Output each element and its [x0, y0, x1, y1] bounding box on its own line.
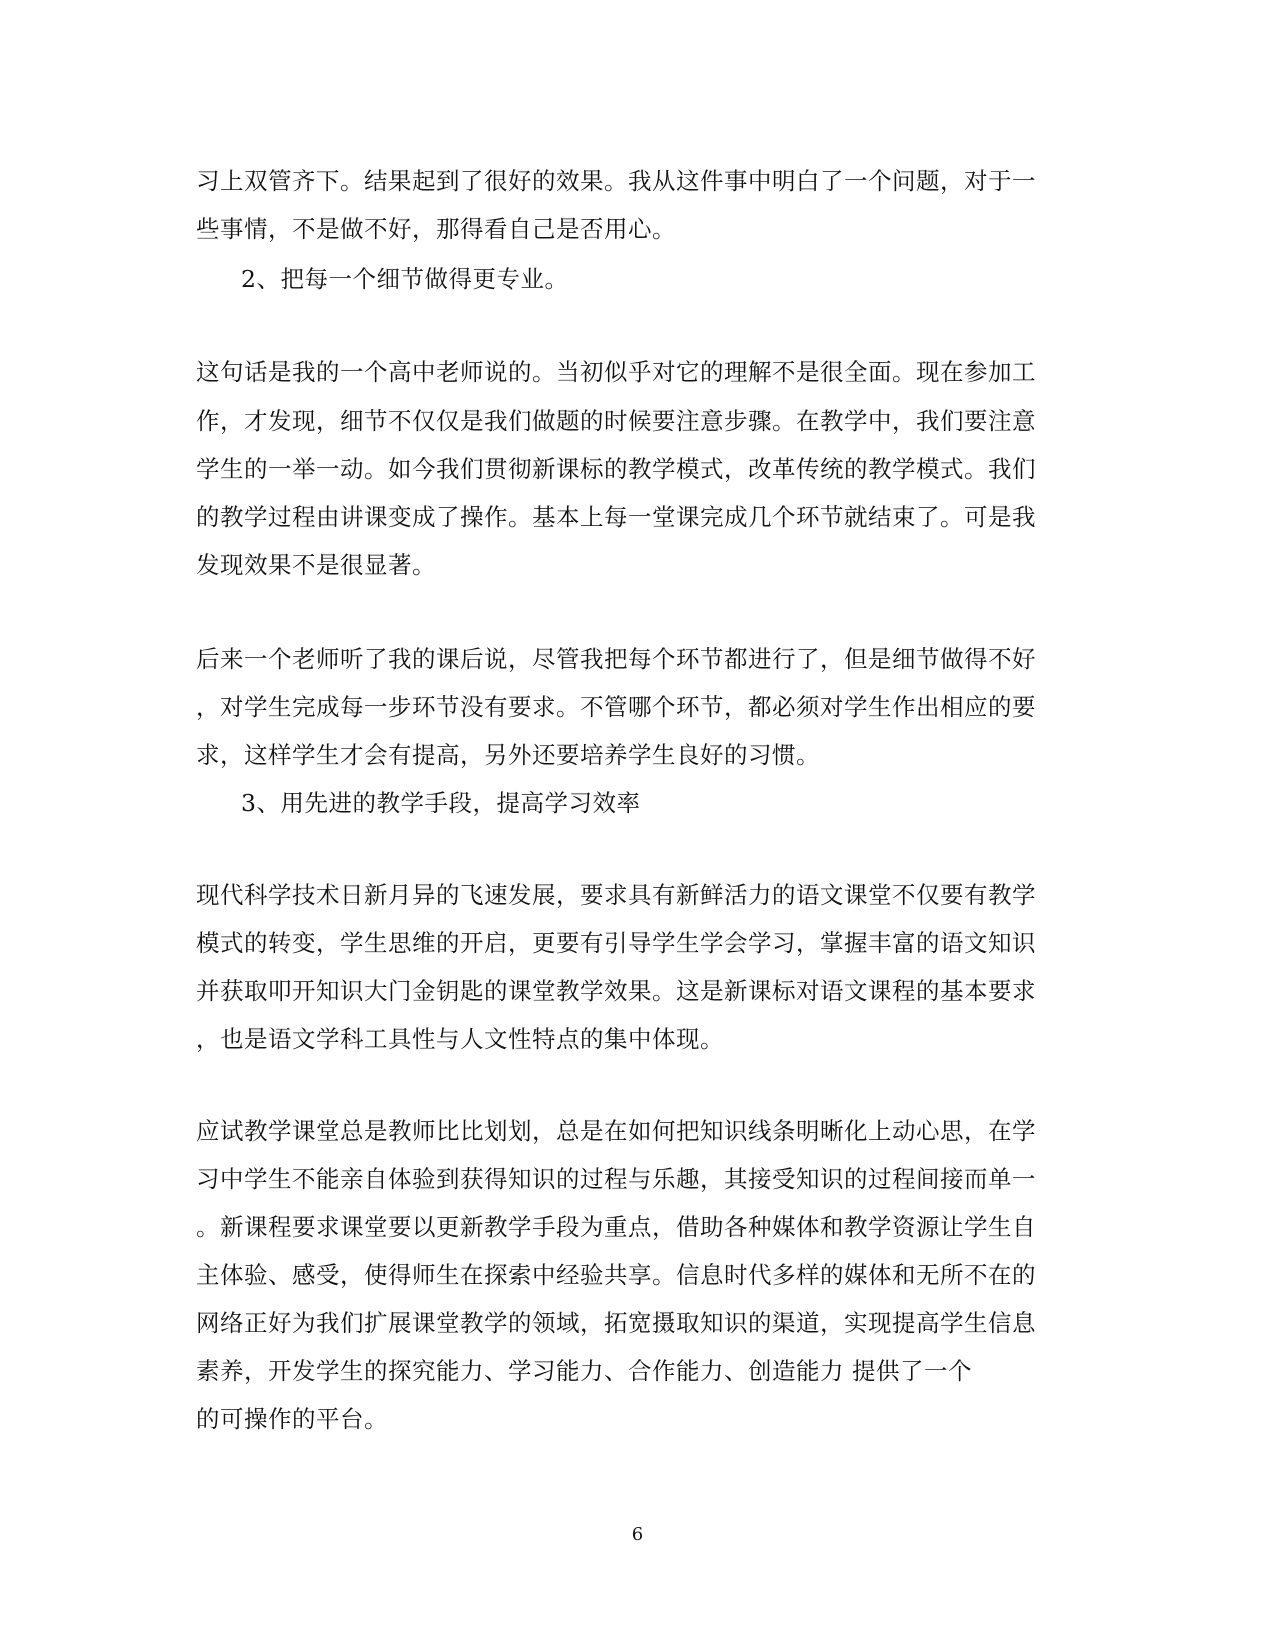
- text-line: 主体验、感受，使得师生在探索中经验共享。信息时代多样的媒体和无所不在的: [196, 1261, 1036, 1289]
- text-line: 的教学过程由讲课变成了操作。基本上每一堂课完成几个环节就结束了。可是我: [196, 503, 1036, 531]
- text-line: 的可操作的平台。: [196, 1405, 388, 1433]
- text-line: 现代科学技术日新月异的飞速发展，要求具有新鲜活力的语文课堂不仅要有教学: [196, 881, 1036, 909]
- text-line: 作，才发现，细节不仅仅是我们做题的时候要注意步骤。在教学中，我们要注意: [196, 407, 1036, 435]
- text-line: ，也是语文学科工具性与人文性特点的集中体现。: [196, 1025, 724, 1053]
- text-line: 应试教学课堂总是教师比比划划，总是在如何把知识线条明晰化上动心思，在学: [196, 1117, 1036, 1145]
- subheading: 2、把每一个细节做得更专业。: [241, 265, 569, 293]
- text-line: 些事情，不是做不好，那得看自己是否用心。: [196, 215, 676, 243]
- text-line: ，对学生完成每一步环节没有要求。不管哪个环节，都必须对学生作出相应的要: [196, 693, 1036, 721]
- text-line: 网络正好为我们扩展课堂教学的领域，拓宽摄取知识的渠道，实现提高学生信息: [196, 1309, 1036, 1337]
- text-line: 这句话是我的一个高中老师说的。当初似乎对它的理解不是很全面。现在参加工: [196, 358, 1036, 386]
- text-line: 后来一个老师听了我的课后说，尽管我把每个环节都进行了，但是细节做得不好: [196, 645, 1036, 673]
- text-line: 学生的一举一动。如今我们贯彻新课标的教学模式，改革传统的教学模式。我们: [196, 455, 1036, 483]
- text-line: 习中学生不能亲自体验到获得知识的过程与乐趣，其接受知识的过程间接而单一: [196, 1165, 1036, 1193]
- text-line: 素养，开发学生的探究能力、学习能力、合作能力、创造能力 提供了一个: [196, 1357, 972, 1385]
- text-line: 并获取叩开知识大门金钥匙的课堂教学效果。这是新课标对语文课程的基本要求: [196, 977, 1036, 1005]
- text-line: 模式的转变，学生思维的开启，更要有引导学生学会学习，掌握丰富的语文知识: [196, 929, 1036, 957]
- text-line: 习上双管齐下。结果起到了很好的效果。我从这件事中明白了一个问题，对于一: [196, 167, 1036, 195]
- page-number: 6: [631, 1524, 644, 1545]
- text-line: 发现效果不是很显著。: [196, 551, 436, 579]
- subheading: 3、用先进的教学手段，提高学习效率: [241, 789, 641, 817]
- text-line: 求，这样学生才会有提高，另外还要培养学生良好的习惯。: [196, 741, 820, 769]
- text-line: 。新课程要求课堂要以更新教学手段为重点，借助各种媒体和教学资源让学生自: [196, 1213, 1036, 1241]
